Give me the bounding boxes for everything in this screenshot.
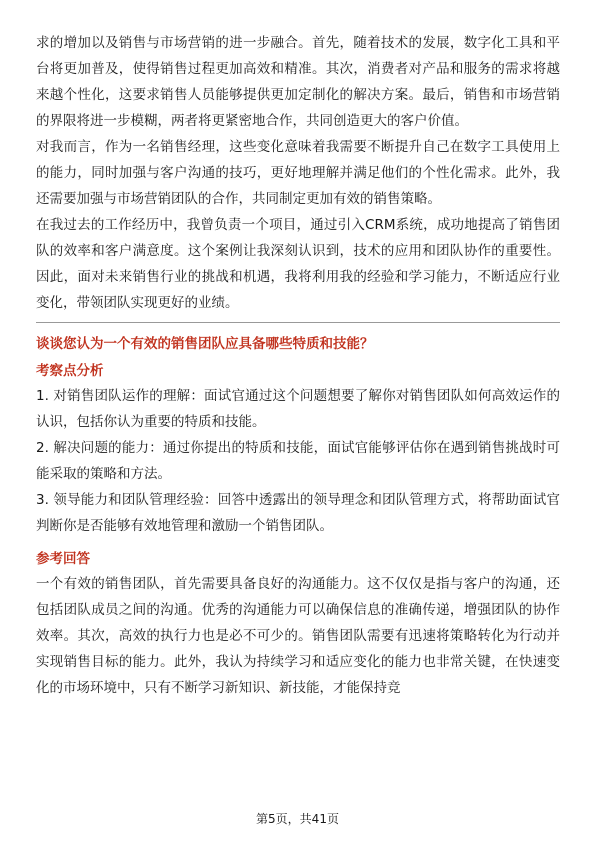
paragraph-personal-impact: 对我而言，作为一名销售经理，这些变化意味着我需要不断提升自己在数字工具使用上的能力，同时加强与客户沟通的技巧，更好地理解并满足他们的个性化需求。此外，我还需要加强与市场营销团队的合作，共同制定更加有效的销售策略。: [36, 139, 560, 207]
analysis-item: 3. 领导能力和团队管理经验：回答中透露出的领导理念和团队管理方式，将帮助面试官判断你是否能够有效地管理和激励一个销售团队。: [36, 492, 560, 534]
answer-text: 一个有效的销售团队，首先需要具备良好的沟通能力。这不仅仅是指与客户的沟通，还包括团队成员之间的沟通。优秀的沟通能力可以确保信息的准确传递，增强团队的协作效率。其次，高效的执行力也是必不可少的。销售团队需要有迅速将策略转化为行动并实现销售目标的能力。此外，我认为持续学习和适应变化的能力也非常关键，在快速变化的市场环境中，只有不断学习新知识、新技能，才能保持竞: [36, 576, 560, 696]
analysis-item: 2. 解决问题的能力：通过你提出的特质和技能，面试官能够评估你在遇到销售挑战时可能采取的策略和方法。: [36, 440, 560, 482]
section-divider: [36, 322, 560, 323]
page-number-footer: 第5页，共41页: [256, 812, 339, 826]
paragraph-crm-case: 在我过去的工作经历中，我曾负责一个项目，通过引入CRM系统，成功地提高了销售团队的效率和客户满意度。这个案例让我深刻认识到，技术的应用和团队协作的重要性。因此，面对未来销售行业的挑战和机遇，我将利用我的经验和学习能力，不断适应行业变化，带领团队实现更好的业绩。: [36, 217, 560, 311]
analysis-heading: 考察点分析: [36, 363, 104, 379]
analysis-item: 1. 对销售团队运作的理解：面试官通过这个问题想要了解你对销售团队如何高效运作的认识，包括你认为重要的特质和技能。: [36, 388, 560, 430]
paragraph-industry-trends: 求的增加以及销售与市场营销的进一步融合。首先，随着技术的发展，数字化工具和平台将更加普及，使得销售过程更加高效和精准。其次，消费者对产品和服务的需求将越来越个性化，这要求销售人员能够提供更加定制化的解决方案。最后，销售和市场营销的界限将进一步模糊，两者将更紧密地合作，共同创造更大的客户价值。: [36, 35, 560, 129]
answer-heading: 参考回答: [36, 551, 90, 567]
document-page: [36, 30, 560, 701]
question-heading: 谈谈您认为一个有效的销售团队应具备哪些特质和技能？: [36, 336, 374, 352]
spacer: [36, 539, 560, 545]
